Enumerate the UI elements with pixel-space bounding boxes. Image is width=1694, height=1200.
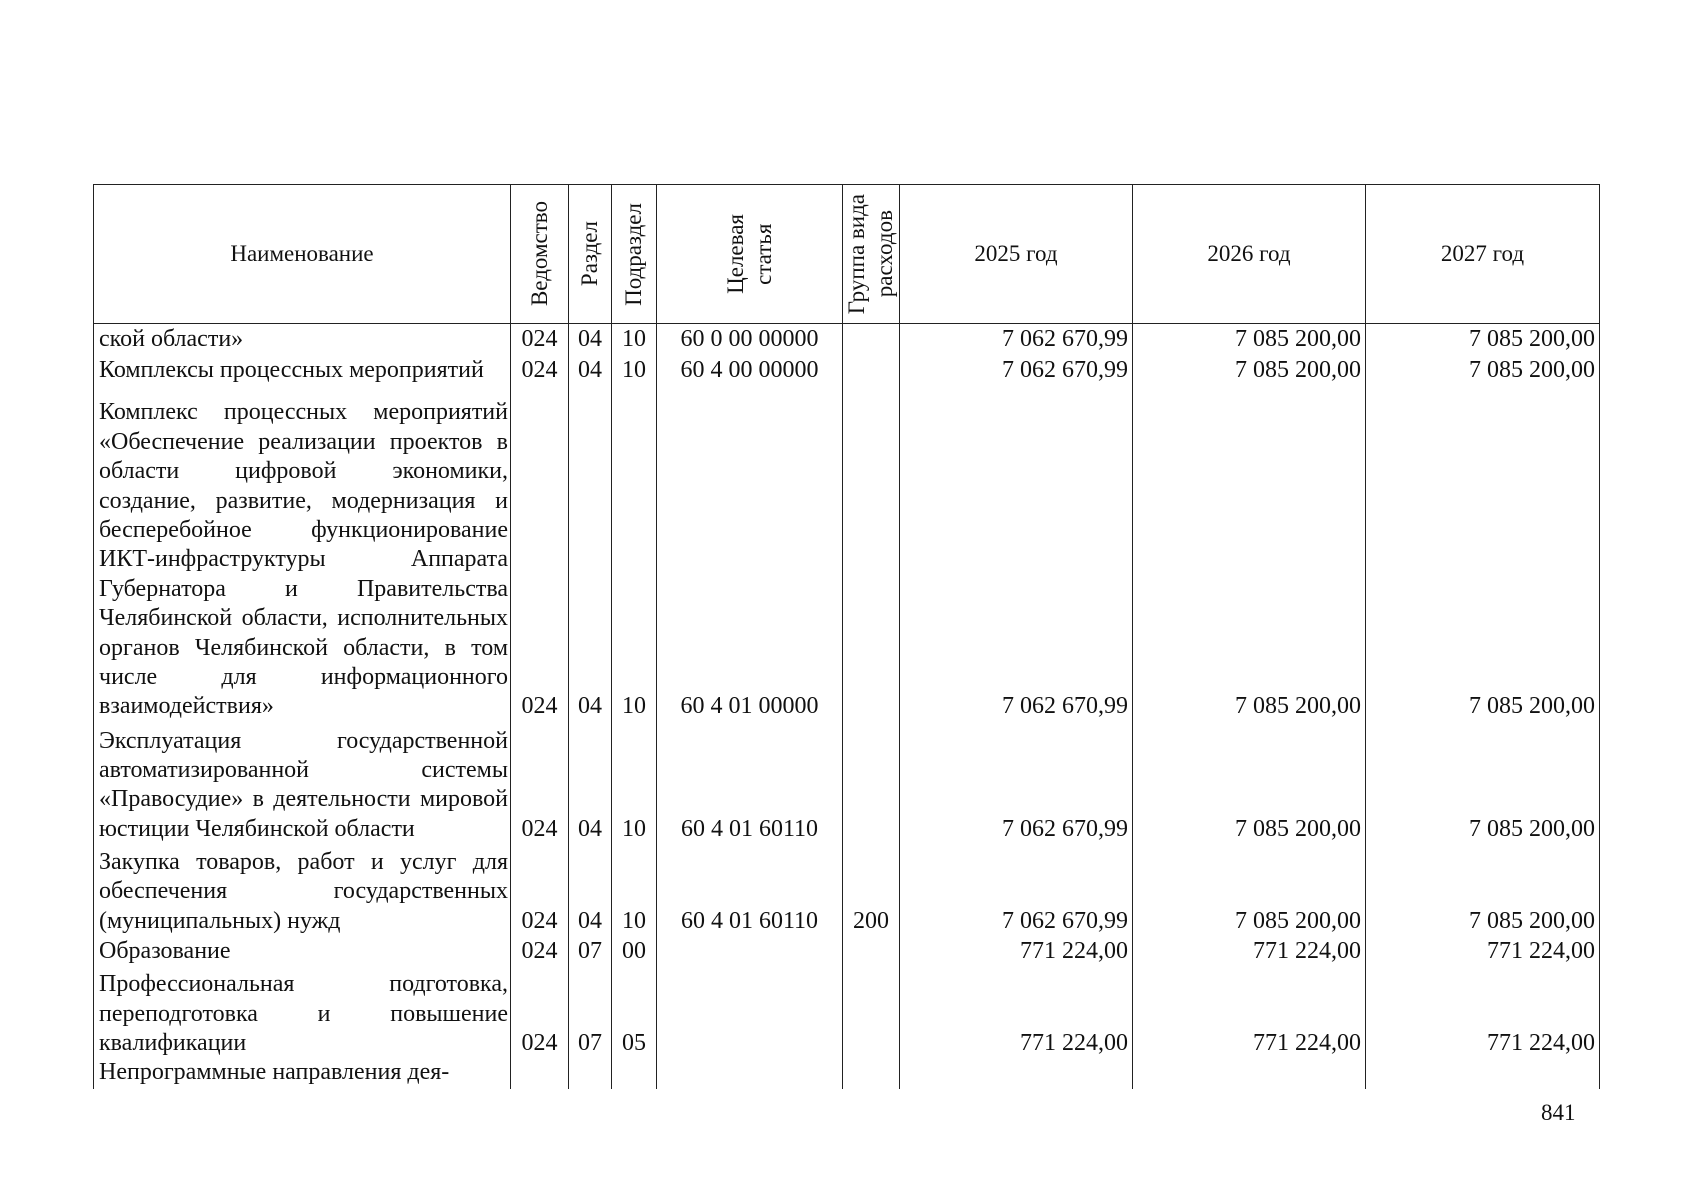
header-2025: 2025 год — [900, 185, 1133, 324]
table-row — [94, 355, 1600, 386]
cell-podrazdel — [612, 1058, 657, 1089]
cell-podrazdel: 10 — [612, 385, 657, 722]
cell-gruppa-vida-rashodov — [843, 355, 900, 386]
cell-gruppa-vida-rashodov: 200 — [843, 844, 900, 936]
cell-2027: 7 085 200,00 — [1366, 355, 1600, 386]
cell-2027: 7 085 200,00 — [1366, 722, 1600, 844]
cell-podrazdel: 05 — [612, 967, 657, 1059]
cell-razdel: 04 — [569, 844, 612, 936]
cell-2027: 771 224,00 — [1366, 967, 1600, 1059]
cell-celevaya-statya: 60 4 01 60110 — [657, 844, 843, 936]
cell-gruppa-vida-rashodov — [843, 1058, 900, 1089]
cell-razdel: 04 — [569, 722, 612, 844]
cell-vedomstvo: 024 — [511, 967, 569, 1059]
header-razdel: Раздел — [569, 185, 612, 324]
table-row — [94, 385, 1600, 722]
header-celevaya-statya: Целевая статья — [657, 185, 843, 324]
cell-razdel: 04 — [569, 324, 612, 355]
cell-podrazdel: 10 — [612, 355, 657, 386]
header-name: Наименование — [94, 185, 511, 324]
cell-2025: 7 062 670,99 — [900, 324, 1133, 355]
cell-2027: 7 085 200,00 — [1366, 844, 1600, 936]
budget-table — [93, 184, 1600, 1089]
cell-2027: 7 085 200,00 — [1366, 385, 1600, 722]
cell-celevaya-statya — [657, 967, 843, 1059]
cell-2027: 771 224,00 — [1366, 936, 1600, 967]
cell-2025: 7 062 670,99 — [900, 355, 1133, 386]
cell-celevaya-statya: 60 4 01 60110 — [657, 722, 843, 844]
cell-2026 — [1133, 1058, 1366, 1089]
header-2026: 2026 год — [1133, 185, 1366, 324]
cell-celevaya-statya: 60 4 00 00000 — [657, 355, 843, 386]
cell-vedomstvo: 024 — [511, 355, 569, 386]
header-vedomstvo: Ведомство — [511, 185, 569, 324]
cell-gruppa-vida-rashodov — [843, 385, 900, 722]
cell-vedomstvo: 024 — [511, 385, 569, 722]
cell-celevaya-statya — [657, 1058, 843, 1089]
cell-2027 — [1366, 1058, 1600, 1089]
header-row — [94, 185, 1600, 324]
cell-2026: 7 085 200,00 — [1133, 355, 1366, 386]
cell-vedomstvo: 024 — [511, 844, 569, 936]
cell-2027: 7 085 200,00 — [1366, 324, 1600, 355]
cell-name: Непрограммные направления дея- — [94, 1058, 511, 1089]
cell-2026: 7 085 200,00 — [1133, 324, 1366, 355]
cell-gruppa-vida-rashodov — [843, 324, 900, 355]
cell-celevaya-statya: 60 0 00 00000 — [657, 324, 843, 355]
cell-gruppa-vida-rashodov — [843, 936, 900, 967]
cell-name: Закупка товаров, работ и услуг для обеспечения государственных (муниципальных) нужд — [94, 844, 511, 936]
cell-2025: 7 062 670,99 — [900, 844, 1133, 936]
cell-vedomstvo: 024 — [511, 324, 569, 355]
cell-podrazdel: 00 — [612, 936, 657, 967]
cell-razdel — [569, 1058, 612, 1089]
cell-name: Профессиональная подготовка, переподготовка и повышение квалификации — [94, 967, 511, 1059]
cell-razdel: 07 — [569, 967, 612, 1059]
page-number: 841 — [1541, 1100, 1576, 1125]
cell-razdel: 04 — [569, 385, 612, 722]
cell-2025: 771 224,00 — [900, 936, 1133, 967]
cell-2026: 7 085 200,00 — [1133, 844, 1366, 936]
cell-podrazdel: 10 — [612, 844, 657, 936]
cell-razdel: 04 — [569, 355, 612, 386]
cell-gruppa-vida-rashodov — [843, 722, 900, 844]
cell-name: Образование — [94, 936, 511, 967]
table-row — [94, 1058, 1600, 1089]
cell-name: Комплексы процессных мероприятий — [94, 355, 511, 386]
cell-celevaya-statya: 60 4 01 00000 — [657, 385, 843, 722]
cell-vedomstvo: 024 — [511, 722, 569, 844]
cell-podrazdel: 10 — [612, 324, 657, 355]
header-gruppa-vida-rashodov: Группа вида расходов — [843, 185, 900, 324]
table-row — [94, 967, 1600, 1059]
table-row — [94, 324, 1600, 355]
table-row — [94, 844, 1600, 936]
cell-2025 — [900, 1058, 1133, 1089]
cell-2025: 771 224,00 — [900, 967, 1133, 1059]
cell-2026: 771 224,00 — [1133, 967, 1366, 1059]
cell-gruppa-vida-rashodov — [843, 967, 900, 1059]
table-row — [94, 722, 1600, 844]
cell-name: ской области» — [94, 324, 511, 355]
cell-2026: 7 085 200,00 — [1133, 385, 1366, 722]
cell-name: Эксплуатация государственной автоматизированной системы «Правосудие» в деятельности мировой юстиции Челябинской области — [94, 722, 511, 844]
table-row — [94, 936, 1600, 967]
table-body — [94, 324, 1600, 1090]
cell-razdel: 07 — [569, 936, 612, 967]
cell-vedomstvo: 024 — [511, 936, 569, 967]
cell-name: Комплекс процессных мероприятий «Обеспечение реализации проектов в области цифровой экономики, создание, развитие, модернизация и бесперебойное функционирование ИКТ-инфраструктуры Аппарата Губернатора и Правительства Челябинской области, исполнительных органов Челябинской области, в том числе для информационного взаимодействия» — [94, 385, 511, 722]
cell-podrazdel: 10 — [612, 722, 657, 844]
cell-2026: 771 224,00 — [1133, 936, 1366, 967]
header-2027: 2027 год — [1366, 185, 1600, 324]
header-podrazdel: Подраздел — [612, 185, 657, 324]
cell-2025: 7 062 670,99 — [900, 385, 1133, 722]
cell-2025: 7 062 670,99 — [900, 722, 1133, 844]
cell-vedomstvo — [511, 1058, 569, 1089]
cell-celevaya-statya — [657, 936, 843, 967]
cell-2026: 7 085 200,00 — [1133, 722, 1366, 844]
